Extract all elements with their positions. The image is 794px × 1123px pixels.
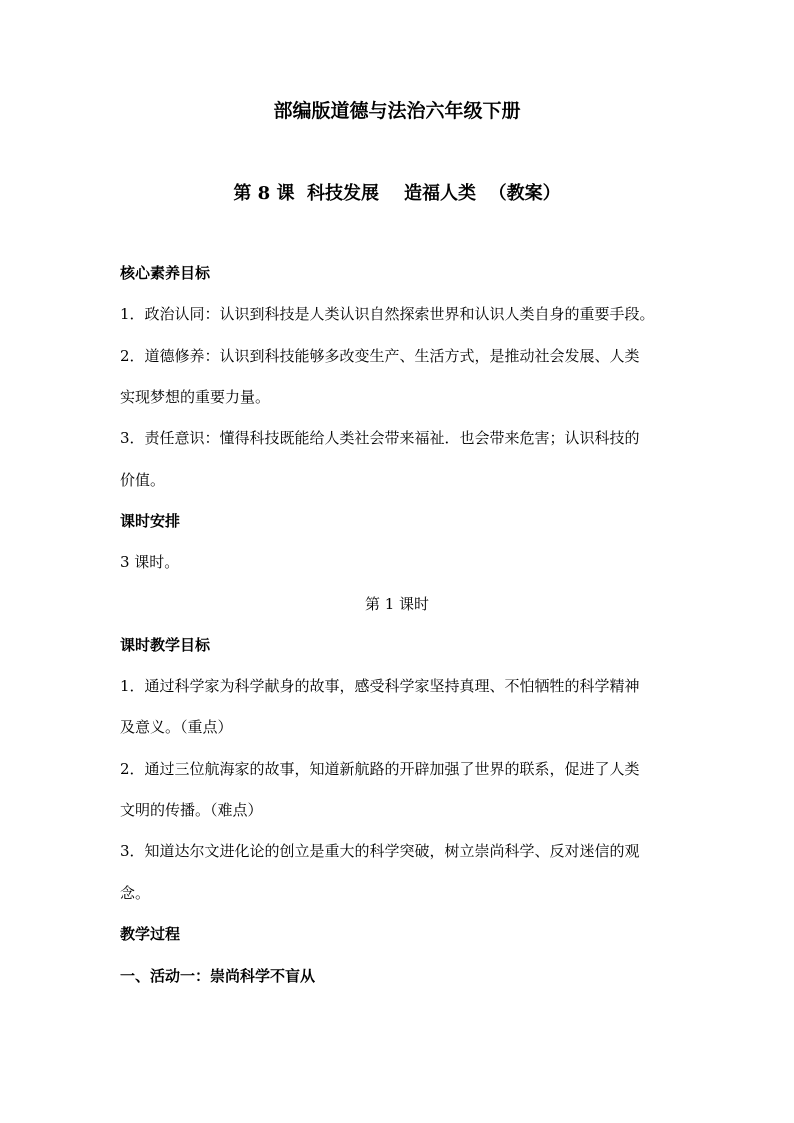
core-goals-heading: 核心素养目标 bbox=[120, 264, 211, 282]
schedule-text: 3 课时。 bbox=[120, 553, 180, 571]
lesson-title: 第 8 课 科技发展 造福人类 （教案） bbox=[233, 183, 561, 204]
objective-3-continued: 念。 bbox=[120, 884, 151, 902]
objectives-heading: 课时教学目标 bbox=[120, 636, 211, 654]
core-goal-3: 3．责任意识：懂得科技既能给人类社会带来福祉．也会带来危害；认识科技的 bbox=[120, 429, 640, 447]
objective-1: 1．通过科学家为科学献身的故事，感受科学家坚持真理、不怕牺牲的科学精神 bbox=[120, 677, 640, 695]
objective-3: 3．知道达尔文进化论的创立是重大的科学突破，树立崇尚科学、反对迷信的观 bbox=[120, 842, 640, 860]
objective-1-continued: 及意义。（重点） bbox=[120, 718, 233, 736]
core-goal-3-continued: 价值。 bbox=[120, 471, 166, 489]
core-goal-2: 2．道德修养：认识到科技能够多改变生产、生活方式，是推动社会发展、人类 bbox=[120, 347, 640, 365]
objective-2-continued: 文明的传播。（难点） bbox=[120, 801, 263, 819]
document-title: 部编版道德与法治六年级下册 bbox=[273, 100, 521, 122]
schedule-heading: 课时安排 bbox=[120, 512, 181, 530]
core-goal-1: 1．政治认同：认识到科技是人类认识自然探索世界和认识人类自身的重要手段。 bbox=[120, 305, 655, 323]
objective-2: 2．通过三位航海家的故事，知道新航路的开辟加强了世界的联系，促进了人类 bbox=[120, 760, 640, 778]
process-heading: 教学过程 bbox=[120, 925, 181, 943]
activity-1-heading: 一、活动一：崇尚科学不盲从 bbox=[120, 967, 316, 985]
core-goal-2-continued: 实现梦想的重要力量。 bbox=[120, 388, 271, 406]
lesson-label: 第 1 课时 bbox=[364, 595, 430, 613]
